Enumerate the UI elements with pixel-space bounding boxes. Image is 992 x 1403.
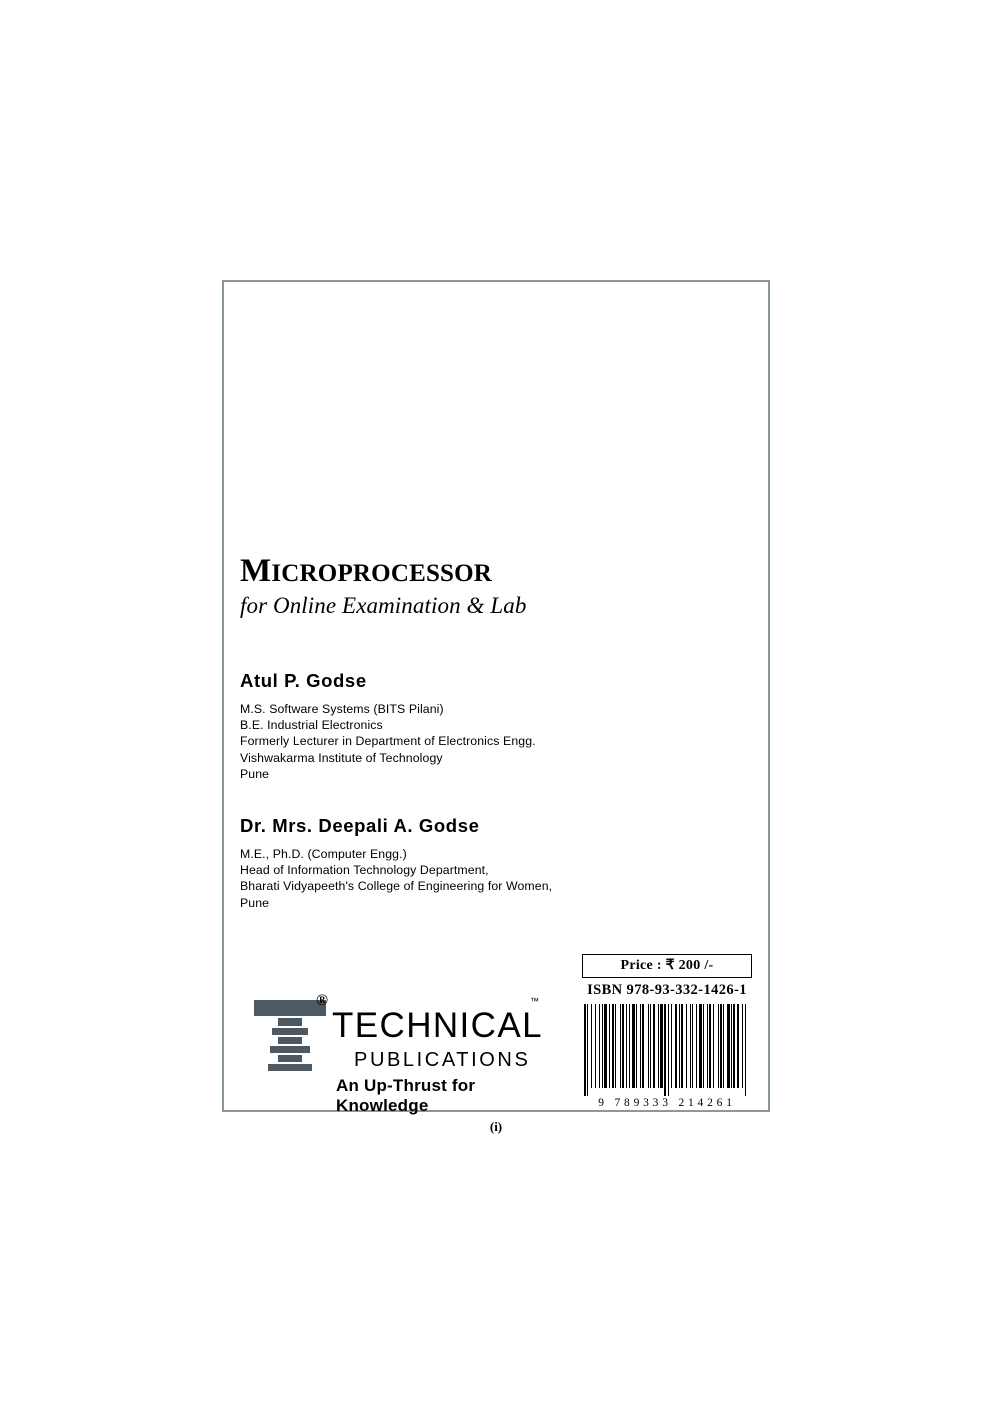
author-credential-line: B.E. Industrial Electronics xyxy=(240,718,383,733)
page-title xyxy=(240,554,740,589)
publisher-logo-block xyxy=(244,992,564,1115)
isbn-text: ISBN 978-93-332-1426-1 xyxy=(587,982,747,998)
author-credential-line: Pune xyxy=(240,766,270,781)
author-credential-line: M.E., Ph.D. (Computer Engg.) xyxy=(240,847,407,861)
author-credential-line: Pune xyxy=(240,895,270,910)
author-credential-line: Vishwakarma Institute of Technology xyxy=(240,750,443,765)
author-credential-line: Formerly Lecturer in Department of Electronics Engg. xyxy=(240,734,536,749)
author-name: Atul P. Godse xyxy=(240,670,367,691)
publisher-tagline: An Up-Thrust for Knowledge xyxy=(336,1076,476,1115)
book-cover-page xyxy=(222,280,770,1115)
price-box: Price : ₹ 200 /- xyxy=(582,954,752,978)
trademark-icon: ™ xyxy=(530,996,539,1006)
registered-trademark-icon: ® xyxy=(316,992,328,1009)
publisher-name-line1: TECHNICAL xyxy=(332,1006,543,1045)
author-name: Dr. Mrs. Deepali A. Godse xyxy=(240,815,480,836)
title-block xyxy=(240,554,740,619)
author-credential-line: M.S. Software Systems (BITS Pilani) xyxy=(240,702,444,716)
commerce-block xyxy=(582,954,752,1109)
publisher-name-line2: PUBLICATIONS xyxy=(354,1049,531,1071)
author-credential-line: Bharati Vidyapeeth's College of Engineering for Women, xyxy=(240,879,553,894)
title-first-letter: M xyxy=(240,553,272,589)
page-subtitle: for Online Examination & Lab xyxy=(240,592,527,618)
barcode-digits: 9 789333 214261 xyxy=(598,1097,736,1109)
title-remainder: ICROPROCESSOR xyxy=(271,560,493,587)
barcode-image xyxy=(582,1004,752,1096)
author-credential-line: Head of Information Technology Department, xyxy=(240,863,489,878)
author-block-secondary xyxy=(240,815,740,911)
technical-publications-logo-icon xyxy=(254,1000,326,1076)
author-block-primary xyxy=(240,670,740,782)
page-number: (i) xyxy=(489,1119,503,1134)
